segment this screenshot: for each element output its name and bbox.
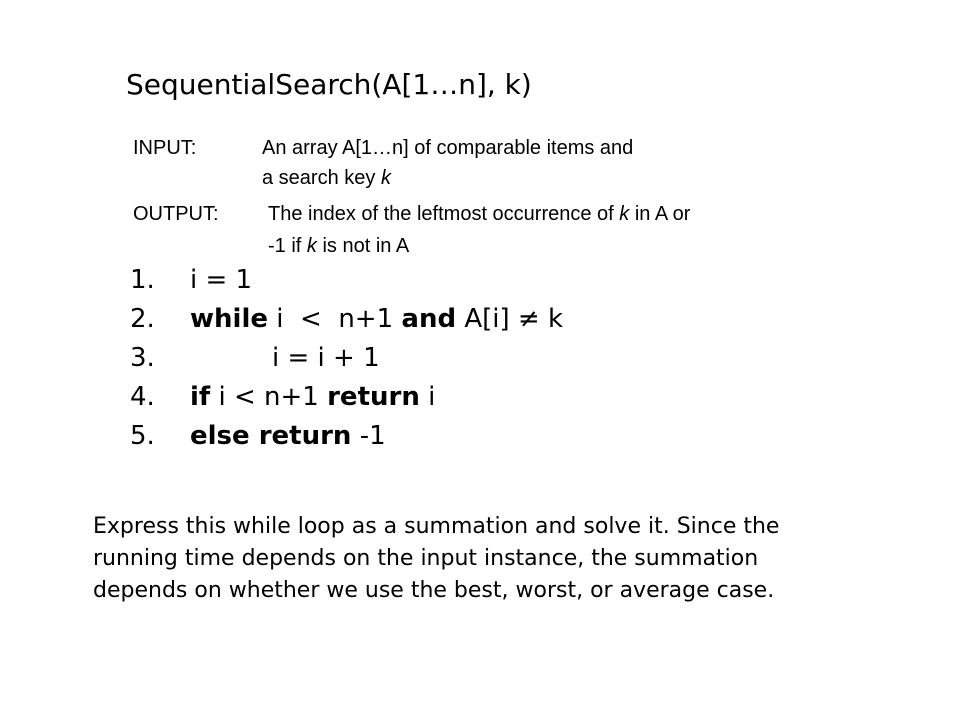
output-line2-post: is not in A <box>316 235 410 257</box>
code-text: i < n+1 <box>268 304 402 334</box>
output-description-line2 <box>268 234 409 258</box>
paragraph-line-1: Express this while loop as a summation and solve it. Since the <box>93 514 780 539</box>
output-description-line1 <box>268 202 690 226</box>
keyword-return: return <box>327 382 420 412</box>
line-number: 3. <box>130 343 155 373</box>
keyword-and: and <box>401 304 457 334</box>
keyword-if: if <box>190 382 211 412</box>
algorithm-title: SequentialSearch(A[1…n], k) <box>126 68 532 101</box>
code-text: i = 1 <box>190 265 253 295</box>
output-line2-var: k <box>306 235 317 257</box>
output-line1-post: in A or <box>629 203 691 225</box>
code-text: A[i] ≠ k <box>456 304 564 334</box>
code-text: -1 <box>351 421 386 451</box>
code-line-4 <box>130 379 435 415</box>
code-line-3 <box>130 340 380 376</box>
code-text: i = i + 1 <box>272 343 380 373</box>
output-line2-pre: -1 if <box>268 235 307 257</box>
code-line-1 <box>130 262 252 298</box>
input-key-variable: k <box>380 167 391 189</box>
keyword-while: while <box>190 304 268 334</box>
code-line-2 <box>130 301 563 337</box>
paragraph-line-2: running time depends on the input instance, the summation <box>93 546 759 571</box>
input-label: INPUT: <box>133 137 197 159</box>
input-line2-text: a search key <box>262 167 381 189</box>
code-text: i <box>419 382 436 412</box>
summation-instructions <box>93 511 873 607</box>
line-number: 5. <box>130 421 155 451</box>
paragraph-line-3: depends on whether we use the best, worst, or average case. <box>93 578 775 603</box>
code-line-5 <box>130 418 386 454</box>
line-number: 2. <box>130 304 155 334</box>
output-line1-var: k <box>619 203 630 225</box>
keyword-else-return: else return <box>190 421 352 451</box>
output-label: OUTPUT: <box>133 203 219 225</box>
line-number: 1. <box>130 265 155 295</box>
output-line1-pre: The index of the leftmost occurrence of <box>268 203 620 225</box>
line-number: 4. <box>130 382 155 412</box>
input-description-line2 <box>262 166 391 190</box>
input-description-line1: An array A[1…n] of comparable items and <box>262 137 634 159</box>
code-text: i < n+1 <box>210 382 328 412</box>
